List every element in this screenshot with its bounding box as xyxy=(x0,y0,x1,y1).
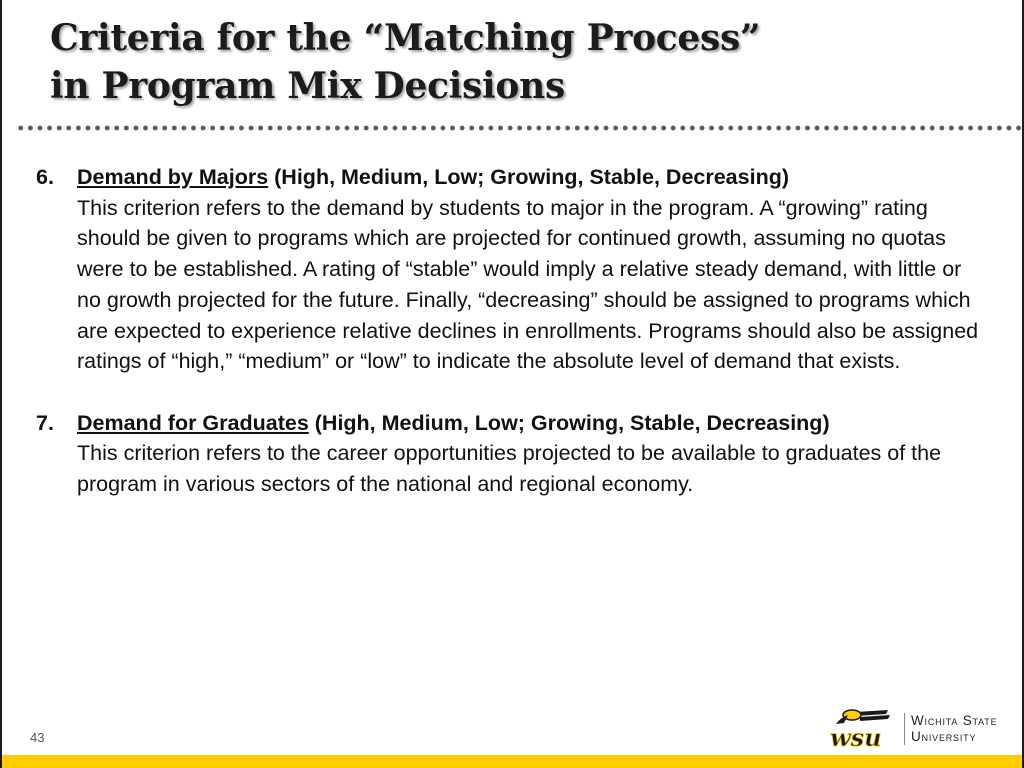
logo-mark: wsu xyxy=(830,723,882,752)
title-line-1: Criteria for the “Matching Process” xyxy=(50,17,761,59)
wheat-shocker-icon xyxy=(826,706,902,752)
criterion-heading xyxy=(77,162,986,193)
title-line-2: in Program Mix Decisions xyxy=(50,65,565,107)
logo-wordmark xyxy=(904,713,997,745)
slide-title xyxy=(50,14,760,110)
criterion-body xyxy=(77,162,986,377)
criterion-description: This criterion refers to the career opportunities projected to be available to graduates of the program in various sectors of the national and regional economy. xyxy=(77,441,942,497)
criterion-ratings: (High, Medium, Low; Growing, Stable, Decreasing) xyxy=(308,410,830,435)
criterion-body xyxy=(77,408,986,500)
dotted-divider xyxy=(16,124,1022,132)
page-number: 43 xyxy=(30,730,45,745)
criterion-title: Demand for Graduates xyxy=(77,410,309,435)
criterion-item xyxy=(36,162,986,377)
criterion-description: This criterion refers to the demand by students to major in the program. A “growing” rating should be given to programs which are projected for continued growth, assuming no quotas were to be established. A rating of “stable” would imply a relative steady demand, with little or no growth projected for the future. Finally, “decreasing” should be assigned to programs which are expected to experience relative declines in enrollments. Programs should also be assigned ratings of “high,” “medium” or “low” to indicate the absolute level of demand that exists. xyxy=(77,195,979,374)
gold-footer-bar xyxy=(2,755,1022,768)
criteria-list xyxy=(36,162,986,530)
criterion-number: 7. xyxy=(36,410,54,435)
logo-line-2: University xyxy=(911,729,977,744)
criterion-heading xyxy=(77,408,986,439)
criterion-number: 6. xyxy=(36,165,54,189)
logo-line-1: Wichita State xyxy=(911,713,998,728)
criterion-title: Demand by Majors xyxy=(77,165,269,189)
criterion-ratings: (High, Medium, Low; Growing, Stable, Decreasing) xyxy=(268,165,789,189)
wsu-logo xyxy=(826,706,1016,752)
criterion-item xyxy=(36,408,986,500)
